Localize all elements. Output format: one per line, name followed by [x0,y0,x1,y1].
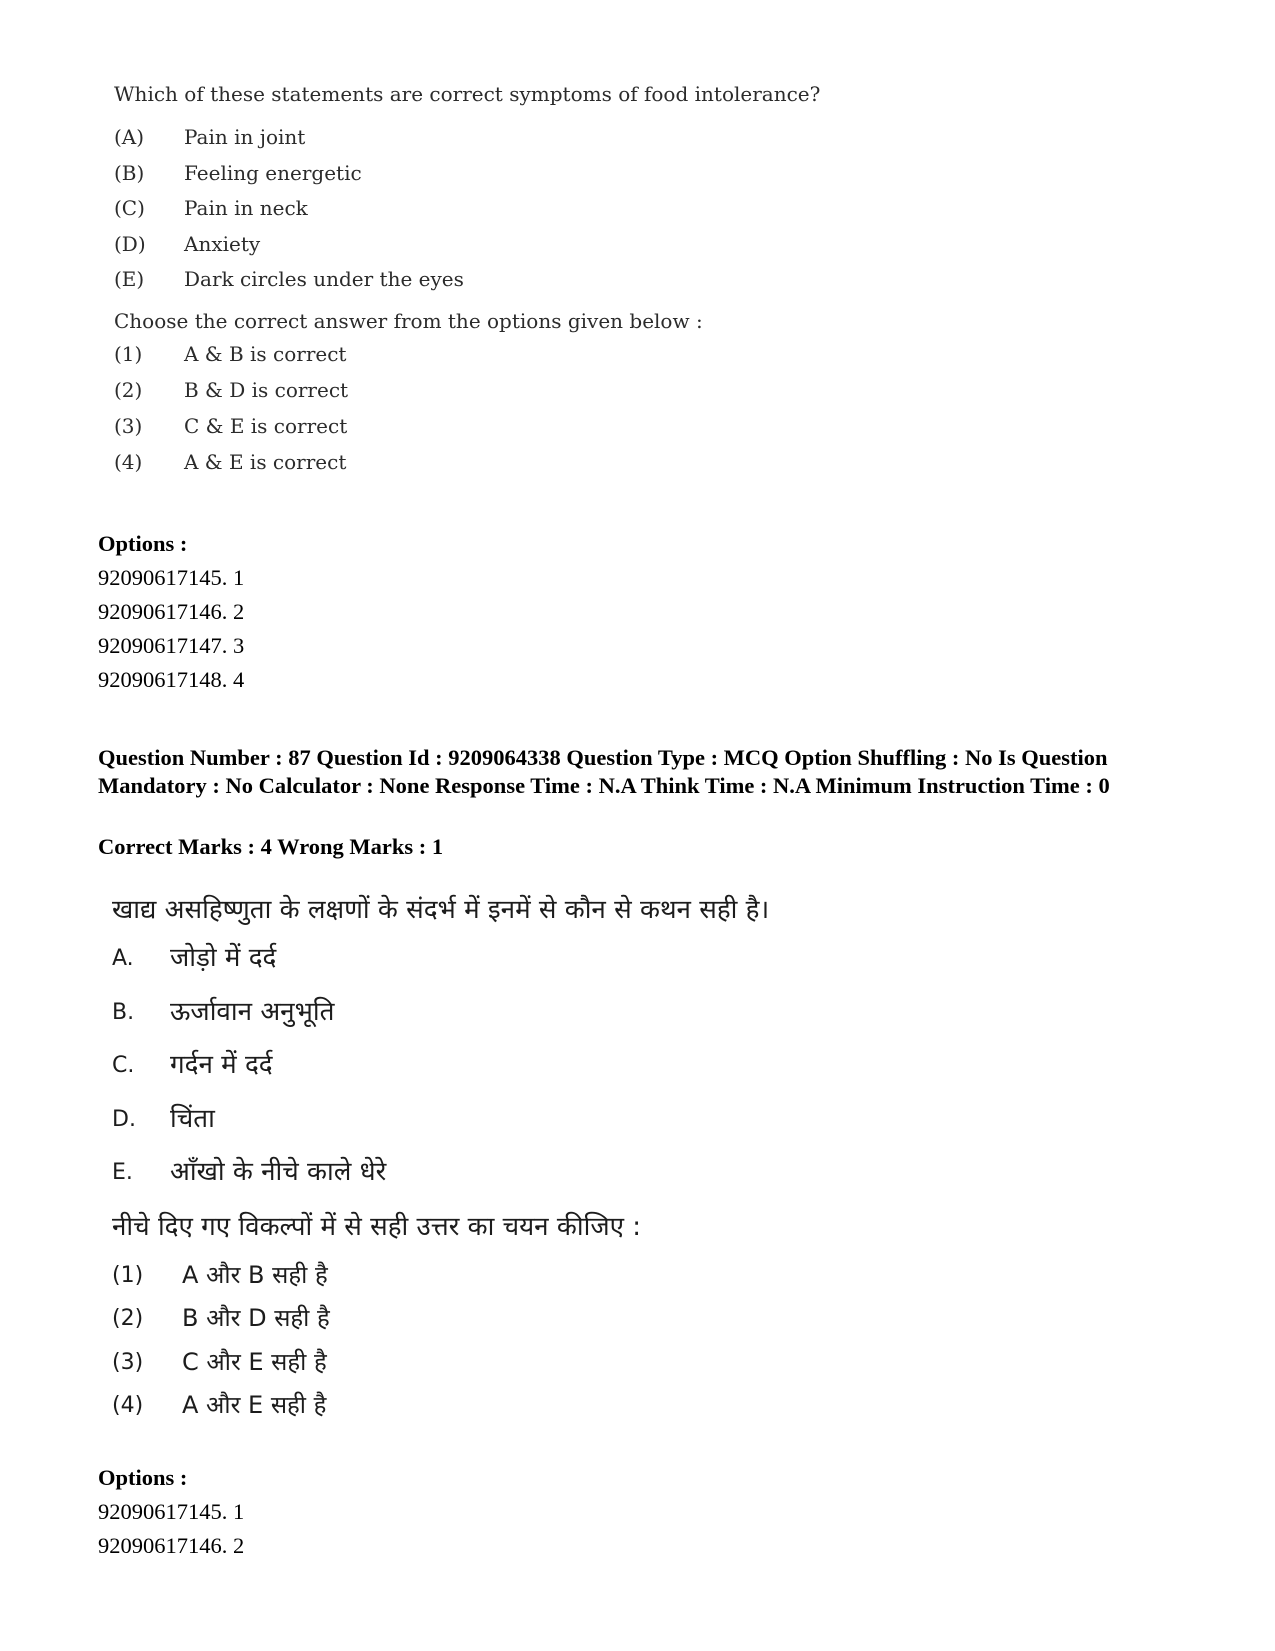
statement-label: (E) [114,267,145,291]
answer-item [114,372,1114,408]
option-item: 92090617145. 1 [98,1499,245,1524]
options-heading: Options : [98,1465,188,1490]
answer-text: A & E is correct [184,449,347,474]
answer-item [114,444,1114,480]
statement-text: आँखो के नीचे काले धेरे [170,1157,387,1187]
answer-text: B & D is correct [184,377,349,402]
statement-text: Feeling energetic [184,160,362,185]
statement-label: C. [112,1053,135,1078]
statement-item [114,227,1114,263]
statement-label: (C) [114,196,145,220]
statement-label: B. [112,999,135,1025]
statement-item [112,1146,1112,1200]
statement-list [112,932,1112,1200]
answer-label: (1) [114,341,143,366]
answer-text: C और E सही है [182,1347,327,1376]
option-item: 92090617145. 1 [98,565,245,590]
answer-list [112,1254,1112,1428]
answer-label: (3) [114,413,143,438]
answer-item [112,1384,1112,1428]
statement-item [114,191,1114,227]
answer-item [112,1341,1112,1385]
options-block-q87 [98,1461,244,1563]
answer-item [114,336,1114,372]
statement-text: गर्दन में दर्द [170,1050,273,1080]
answer-list [114,336,1114,480]
statement-text: Dark circles under the eyes [184,267,464,291]
statement-item [114,156,1114,192]
statement-item [112,986,1112,1040]
options-heading: Options : [98,531,188,556]
answer-text: C & E is correct [184,413,348,438]
question-stem: खाद्य असहिष्णुता के लक्षणों के संदर्भ में इनमें से कौन से कथन सही है। [112,895,770,925]
answer-label: (3) [112,1349,144,1375]
statement-item [112,1093,1112,1147]
answer-text: A और E सही है [182,1391,327,1419]
question-87-marks: Correct Marks : 4 Wrong Marks : 1 [98,834,444,859]
choose-instruction: Choose the correct answer from the options given below : [114,308,703,333]
answer-label: (2) [114,377,143,402]
statement-text: जोड़ो में दर्द [170,943,277,973]
statement-label: E. [112,1160,133,1185]
statement-list [114,120,1114,298]
statement-label: A. [112,946,134,971]
answer-text: A & B is correct [184,341,347,366]
statement-text: Pain in joint [184,125,306,149]
statement-text: ऊर्जावान अनुभूति [170,996,335,1027]
statement-text: चिंता [170,1103,215,1134]
answer-label: (2) [112,1306,144,1331]
statement-label: D. [112,1106,136,1132]
statement-text: Anxiety [184,231,261,256]
answer-text: A और B सही है [182,1260,328,1289]
option-item: 92090617146. 2 [98,1533,245,1558]
options-block-q86 [98,527,244,697]
statement-label: (D) [114,231,146,256]
answer-item [114,408,1114,444]
question-87-hindi [112,888,1112,1428]
question-86-english [114,80,1114,480]
answer-label: (4) [112,1393,144,1418]
choose-instruction: नीचे दिए गए विकल्पों में से सही उत्तर का चयन कीजिए : [112,1211,642,1242]
statement-item [112,1039,1112,1093]
statement-item [112,932,1112,986]
statement-text: Pain in neck [184,196,308,220]
option-item: 92090617148. 4 [98,667,245,692]
answer-text: B और D सही है [182,1304,330,1332]
option-item: 92090617147. 3 [98,633,245,658]
answer-label: (1) [112,1262,144,1288]
statement-item [114,262,1114,298]
question-stem: Which of these statements are correct symptoms of food intolerance? [114,82,821,106]
question-87-meta: Question Number : 87 Question Id : 9209064338 Question Type : MCQ Option Shuffling : No Is Question Mandatory : No Calculator : None Response Time : N.A Think Time : N.A Minimum Instruction Time : 0 [98,745,1110,798]
answer-item [112,1297,1112,1341]
statement-label: (A) [114,125,145,149]
statement-item [114,120,1114,156]
statement-label: (B) [114,160,145,185]
answer-item [112,1254,1112,1298]
option-item: 92090617146. 2 [98,599,245,624]
answer-label: (4) [114,449,143,474]
